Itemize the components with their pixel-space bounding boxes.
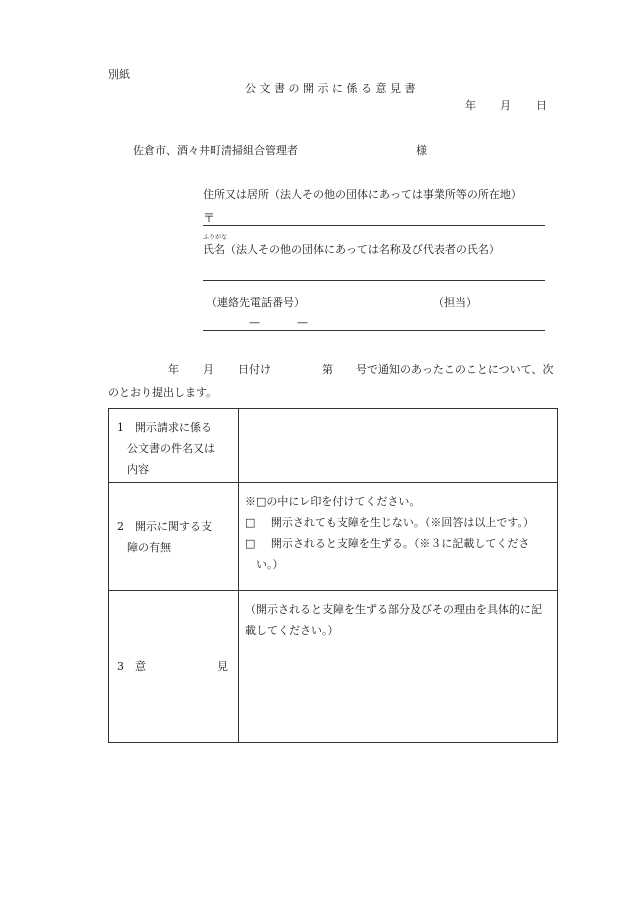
row3-label-end: 見 <box>217 660 228 673</box>
furigana-label: ふりがな <box>203 234 228 241</box>
attachment-label: 別紙 <box>108 68 130 81</box>
row2-label-line1: 2 開示に関する支 <box>117 519 212 533</box>
row3-label <box>117 656 234 677</box>
name-line <box>203 280 545 281</box>
addressee-honorific: 様 <box>416 144 427 157</box>
date-year-label: 年 <box>465 99 476 112</box>
addressee-name: 佐倉市、酒々井町清掃組合管理者 <box>133 144 298 157</box>
table-row-document-name <box>109 409 558 483</box>
notice-number-prefix: 第 <box>322 363 333 376</box>
row3-label-num: 3 意 <box>117 660 146 673</box>
document-title: 公 文 書 の 開 示 に 係 る 意 見 書 <box>245 82 416 95</box>
option-hindrance[interactable] <box>245 533 551 554</box>
row1-input-cell[interactable] <box>239 409 558 483</box>
opinion-form-table <box>108 408 558 743</box>
row3-opinion-cell[interactable] <box>239 591 558 743</box>
address-label: 住所又は居所（法人その他の団体にあっては事業所等の所在地） <box>203 188 522 201</box>
staff-label: （担当） <box>433 296 477 309</box>
date-month-label: 月 <box>500 99 511 112</box>
phone-label: （連絡先電話番号） <box>206 296 305 309</box>
checkbox-hindrance[interactable]: □ <box>245 537 256 550</box>
row3-label-cell <box>109 591 239 743</box>
notice-month: 月 <box>203 363 214 376</box>
row2-label-cell <box>109 483 239 591</box>
checkbox-no-hindrance[interactable]: □ <box>245 516 256 529</box>
option-hindrance-text-cont: い。） <box>256 558 284 571</box>
postal-mark: 〒 <box>203 211 216 225</box>
phone-dash-1: — <box>249 316 260 329</box>
notice-year: 年 <box>168 363 179 376</box>
address-line <box>203 225 545 226</box>
row2-label-line2: 障の有無 <box>127 540 171 554</box>
row2-instruction: ※□の中にレ印を付けてください。 <box>245 495 421 508</box>
table-row-hindrance <box>109 483 558 591</box>
notice-sentence-cont: のとおり提出します。 <box>108 386 218 399</box>
option-no-hindrance[interactable] <box>245 512 551 533</box>
phone-dash-2: — <box>297 316 308 329</box>
row2-options-cell <box>239 483 558 591</box>
row1-label-line3: 内容 <box>127 463 149 476</box>
row3-instruction-line1: （開示されると支障を生ずる部分及びその理由を具体的に記 <box>245 603 542 616</box>
row1-label-cell <box>109 409 239 483</box>
option-no-hindrance-text: 開示されても支障を生じない。（※回答は以上です。） <box>270 516 535 529</box>
phone-line <box>203 330 545 331</box>
row3-instruction-line2: 載してください。） <box>245 624 339 637</box>
option-hindrance-text: 開示されると支障を生ずる。（※３に記載してくださ <box>270 537 530 550</box>
row1-label-line2: 公文書の件名又は <box>127 442 215 455</box>
notice-sentence: 号で通知のあったこのことについて、次 <box>356 363 554 376</box>
name-label: 氏名（法人その他の団体にあっては名称及び代表者の氏名） <box>203 243 500 256</box>
notice-date-suffix: 日付け <box>238 363 271 376</box>
date-day-label: 日 <box>536 99 547 112</box>
table-row-opinion <box>109 591 558 743</box>
row1-label-line1: 1 開示請求に係る <box>117 421 212 434</box>
